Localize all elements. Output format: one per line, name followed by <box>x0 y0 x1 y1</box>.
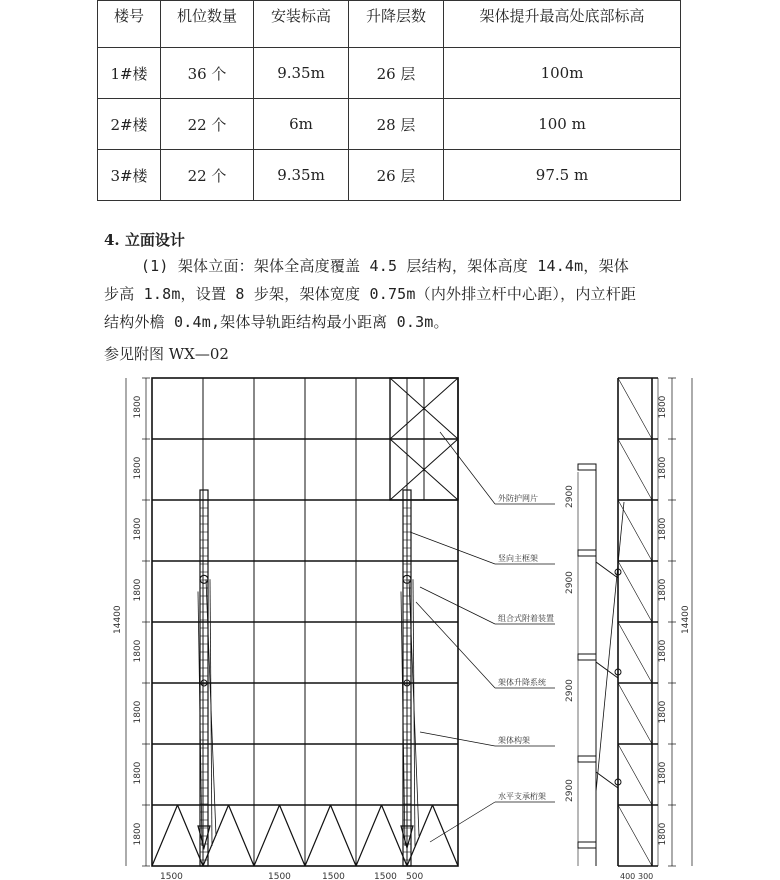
floor-slab <box>578 464 596 470</box>
truss-diagonal <box>152 805 178 866</box>
dimension-label: 1800 <box>658 517 668 541</box>
total-height-label: 14400 <box>681 605 691 634</box>
table-row <box>98 150 681 201</box>
scaffold-elevation-drawing <box>100 372 780 880</box>
dimension-label: 300 <box>638 872 654 880</box>
table-cell: 22 个 <box>161 99 254 150</box>
callout-leader <box>410 532 495 564</box>
paragraph-line: (1) 架体立面：架体全高度覆盖 4.5 层结构，架体高度 14.4m，架体 <box>104 257 629 275</box>
header-cell: 架体提升最高处底部标高 <box>444 1 681 48</box>
dimension-label: 1800 <box>133 639 143 663</box>
table-cell: 28 层 <box>349 99 444 150</box>
side-brace <box>618 622 652 683</box>
table-cell: 9.35m <box>254 150 349 201</box>
attachment-arm <box>596 772 618 788</box>
header-cell: 楼号 <box>98 1 161 48</box>
truss-diagonal <box>280 805 306 866</box>
side-brace <box>618 805 652 866</box>
table-header-row <box>98 1 681 48</box>
dimension-label: 1800 <box>658 761 668 785</box>
table-cell: 6m <box>254 99 349 150</box>
section-title: 4. 立面设计 <box>104 231 185 249</box>
dimension-label: 1800 <box>658 822 668 846</box>
callout-label: 水平支承桁架 <box>498 792 546 801</box>
truss-diagonal <box>433 805 459 866</box>
header-cell: 机位数量 <box>161 1 254 48</box>
table-cell: 1#楼 <box>98 48 161 99</box>
hoist-chain <box>413 579 415 846</box>
dimension-label: 1500 <box>322 872 345 880</box>
dimension-label: 1800 <box>658 395 668 419</box>
callout-leader <box>440 432 495 504</box>
side-brace <box>618 683 652 744</box>
table-cell: 3#楼 <box>98 150 161 201</box>
table-cell: 9.35m <box>254 48 349 99</box>
total-height-label: 14400 <box>113 605 123 634</box>
dimension-label: 1800 <box>133 700 143 724</box>
dimension-label: 500 <box>406 872 424 880</box>
truss-diagonal <box>229 805 255 866</box>
header-cell: 升降层数 <box>349 1 444 48</box>
truss-diagonal <box>254 805 280 866</box>
truss-diagonal <box>356 805 382 866</box>
callout-label: 架体构架 <box>498 736 530 745</box>
attachment-arm <box>596 562 618 578</box>
callout-label: 组合式附着装置 <box>498 614 554 623</box>
dimension-label: 1800 <box>133 578 143 602</box>
side-brace <box>618 378 652 439</box>
truss-diagonal <box>305 805 331 866</box>
table-cell: 26 层 <box>349 150 444 201</box>
dimension-label: 1800 <box>658 639 668 663</box>
floor-slab <box>578 654 596 660</box>
dimension-label: 2900 <box>565 571 575 594</box>
floor-slab <box>578 550 596 556</box>
dimension-label: 400 <box>620 872 636 880</box>
dimension-label: 1800 <box>658 700 668 724</box>
floor-slab <box>578 756 596 762</box>
callout-label: 外防护网片 <box>498 494 538 503</box>
side-brace <box>618 439 652 500</box>
table-cell: 2#楼 <box>98 99 161 150</box>
table-cell: 100m <box>444 48 681 99</box>
hoist-chain <box>210 579 212 846</box>
dimension-label: 1800 <box>133 822 143 846</box>
dimension-label: 1500 <box>268 872 291 880</box>
table-cell: 26 层 <box>349 48 444 99</box>
callout-label: 竖向主框架 <box>498 554 538 563</box>
side-brace <box>618 744 652 805</box>
spec-table <box>97 0 681 201</box>
side-brace <box>618 561 652 622</box>
dimension-label: 1800 <box>658 456 668 480</box>
dimension-label: 1500 <box>374 872 397 880</box>
table-cell: 100 m <box>444 99 681 150</box>
dimension-label: 1500 <box>160 872 183 880</box>
dimension-label: 1800 <box>658 578 668 602</box>
dimension-label: 2900 <box>565 779 575 802</box>
paragraph-line: 步高 1.8m，设置 8 步架，架体宽度 0.75m（内外排立杆中心距），内立杆距 <box>104 285 637 303</box>
hoist-line <box>596 502 624 792</box>
table-cell: 97.5 m <box>444 150 681 201</box>
figure-reference: 参见附图 WX—02 <box>104 345 229 363</box>
truss-diagonal <box>331 805 357 866</box>
dimension-label: 1800 <box>133 761 143 785</box>
table-cell: 22 个 <box>161 150 254 201</box>
dimension-label: 1800 <box>133 395 143 419</box>
callout-label: 架体升降系统 <box>498 678 546 687</box>
header-cell: 安装标高 <box>254 1 349 48</box>
table-cell: 36 个 <box>161 48 254 99</box>
scaffold-side-section <box>578 378 692 866</box>
dimension-label: 2900 <box>565 485 575 508</box>
table-row <box>98 99 681 150</box>
hoist-wheel <box>200 575 208 583</box>
dimension-label: 2900 <box>565 679 575 702</box>
dimension-label: 1800 <box>133 456 143 480</box>
dimension-label: 1800 <box>133 517 143 541</box>
callout-leader <box>416 602 495 688</box>
table-row <box>98 48 681 99</box>
paragraph-line: 结构外檐 0.4m,架体导轨距结构最小距离 0.3m。 <box>104 313 449 331</box>
scaffold-front-elevation <box>126 378 555 866</box>
floor-slab <box>578 842 596 848</box>
truss-diagonal <box>178 805 204 866</box>
